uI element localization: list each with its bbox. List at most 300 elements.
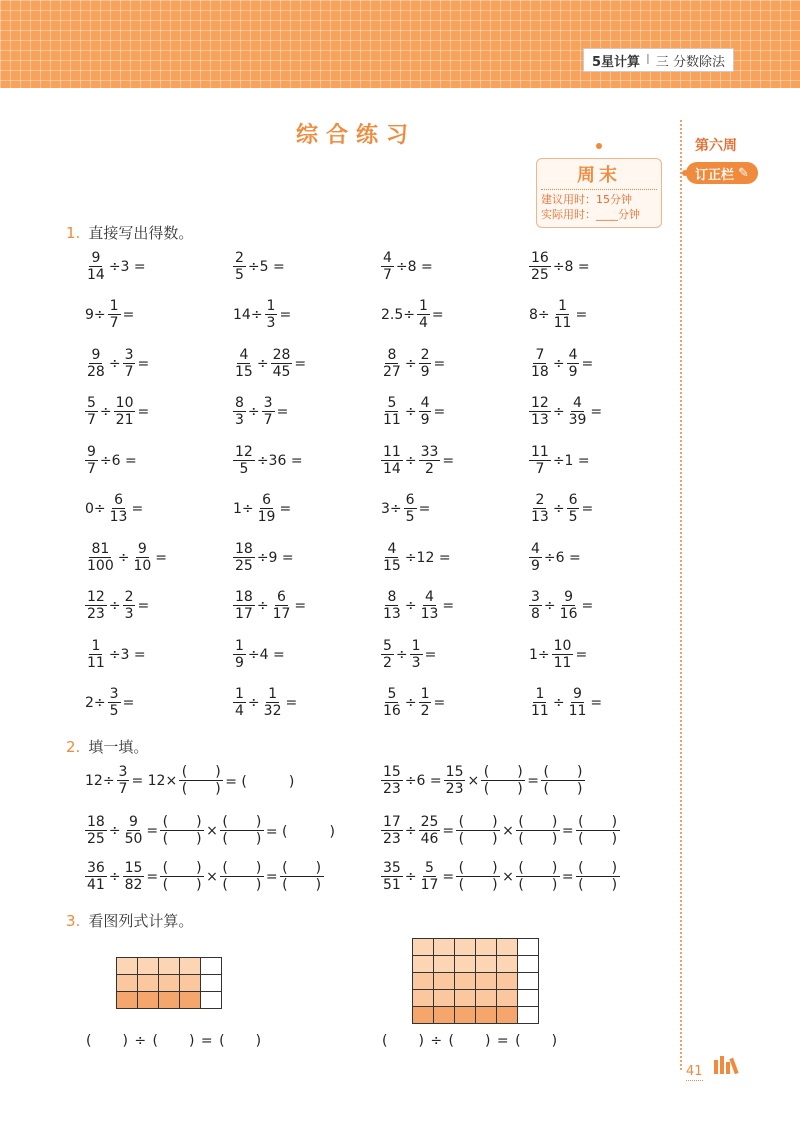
- numerator: 8: [387, 589, 397, 605]
- fraction: [529, 395, 551, 428]
- blank-numerator[interactable]: ( ): [179, 764, 223, 781]
- operator-text: =: [285, 694, 298, 711]
- blank-numerator[interactable]: ( ): [456, 860, 500, 877]
- operator-text: ×: [467, 772, 480, 789]
- denominator: 25: [87, 831, 105, 847]
- operator-text: ÷: [256, 355, 269, 372]
- denominator: 50: [124, 831, 143, 847]
- operator-text: ÷: [99, 403, 112, 420]
- brand-label: 5星计算: [591, 54, 641, 70]
- section-label: 三 分数除法: [655, 54, 725, 70]
- denominator: 15: [235, 364, 253, 380]
- fraction: [381, 395, 403, 428]
- fraction: [233, 347, 255, 380]
- numerator: 8: [387, 347, 397, 363]
- problem-item: [232, 638, 286, 671]
- problem-item: [84, 250, 147, 283]
- fraction: [529, 347, 551, 380]
- fraction: [552, 638, 574, 671]
- shaded-cell: [476, 973, 497, 990]
- section-number: 3.: [66, 912, 81, 930]
- operator-text: =: [279, 306, 292, 323]
- operator-text: ÷: [108, 868, 121, 885]
- blank-denominator[interactable]: ( ): [578, 831, 618, 847]
- blank-denominator[interactable]: ( ): [222, 831, 262, 847]
- numerator: 4: [573, 395, 582, 411]
- operator-text: ÷: [404, 452, 417, 469]
- numerator: 5: [383, 638, 392, 654]
- numerator: 1: [91, 638, 101, 654]
- fraction: [233, 541, 255, 574]
- problem-item: [528, 347, 594, 380]
- numerator: 1: [235, 686, 244, 702]
- denominator: 5: [405, 509, 415, 525]
- numerator: 10: [553, 638, 572, 654]
- denominator: 41: [87, 877, 105, 893]
- blank-numerator[interactable]: ( ): [220, 814, 264, 831]
- fraction: [85, 347, 107, 380]
- shaded-cell: [455, 973, 476, 990]
- blank-numerator[interactable]: ( ): [160, 814, 204, 831]
- denominator: 27: [383, 364, 401, 380]
- numerator: 15: [383, 764, 401, 780]
- fraction: [381, 347, 403, 380]
- right-answer-line: ( ) ÷ ( ) = ( ): [382, 1033, 559, 1049]
- blank-denominator[interactable]: ( ): [518, 877, 558, 893]
- operator-text: ÷12 =: [404, 549, 451, 566]
- left-answer-line: ( ) ÷ ( ) = ( ): [86, 1033, 263, 1049]
- problem-item: [380, 541, 452, 574]
- numerator: 28: [272, 347, 291, 363]
- fill-in-item: [84, 764, 295, 797]
- numerator: 11: [531, 444, 549, 460]
- blank-fraction[interactable]: [220, 860, 264, 893]
- numerator: 6: [405, 492, 415, 508]
- numerator: 9: [573, 686, 582, 702]
- shaded-cell: [138, 992, 159, 1009]
- numerator: 11: [383, 444, 401, 460]
- empty-cell: [518, 956, 539, 973]
- pencil-icon: ✎: [738, 165, 749, 181]
- denominator: 7: [383, 267, 392, 283]
- numerator: 5: [87, 395, 96, 411]
- blank-numerator[interactable]: ( ): [576, 860, 620, 877]
- fraction: [419, 395, 432, 428]
- problem-item: [232, 541, 295, 574]
- fraction: [233, 250, 246, 283]
- operator-text: ÷: [404, 822, 417, 839]
- operator-text: ×: [502, 822, 514, 839]
- page-title: 综合练习: [296, 123, 417, 148]
- operator-text: 1÷: [233, 500, 254, 517]
- problem-item: [380, 395, 446, 428]
- shaded-cell: [476, 939, 497, 956]
- problem-item: [528, 686, 603, 719]
- numerator: 12: [235, 444, 253, 460]
- denominator: 3: [124, 606, 134, 622]
- blank-fraction[interactable]: [160, 860, 204, 893]
- denominator: 25: [235, 558, 253, 574]
- fraction: [85, 589, 107, 622]
- problem-item: [84, 395, 150, 428]
- operator-text: =: [575, 646, 588, 663]
- denominator: 4: [419, 315, 428, 331]
- operator-text: ÷: [552, 403, 565, 420]
- fraction: [529, 541, 542, 574]
- operator-text: =: [418, 500, 431, 517]
- numerator: 3: [531, 589, 540, 605]
- blank-fraction[interactable]: [280, 860, 324, 893]
- fraction: [123, 589, 136, 622]
- numerator: 18: [87, 814, 105, 830]
- blank-fraction[interactable]: [179, 764, 223, 797]
- operator-text: 2÷: [85, 694, 106, 711]
- operator-text: 2.5÷: [381, 306, 415, 323]
- blank-numerator[interactable]: ( ): [516, 860, 560, 877]
- fraction: [114, 395, 136, 428]
- denominator: 5: [239, 461, 249, 477]
- blank-denominator[interactable]: ( ): [458, 877, 498, 893]
- denominator: 82: [124, 877, 143, 893]
- operator-text: ÷: [552, 500, 565, 517]
- problem-item: [528, 298, 588, 331]
- fraction: [567, 492, 580, 525]
- operator-text: =: [527, 772, 539, 789]
- operator-text: ÷: [108, 597, 121, 614]
- books-icon: [714, 1056, 736, 1074]
- denominator: 17: [235, 606, 253, 622]
- blank-fraction[interactable]: [456, 814, 500, 847]
- shaded-cell: [117, 975, 138, 992]
- header-band: [0, 0, 800, 88]
- numerator: 33: [420, 444, 439, 460]
- operator-text: =: [279, 500, 292, 517]
- fraction: [85, 444, 98, 477]
- operator-text: = ( ): [225, 773, 295, 790]
- denominator: 7: [109, 315, 119, 331]
- shaded-cell: [434, 939, 455, 956]
- blank-denominator[interactable]: ( ): [162, 831, 202, 847]
- operator-text: =: [433, 403, 446, 420]
- blank-numerator[interactable]: ( ): [481, 764, 525, 781]
- shaded-cell: [497, 1007, 518, 1024]
- grid-row: [413, 956, 539, 973]
- blank-numerator[interactable]: ( ): [160, 860, 204, 877]
- numerator: 16: [531, 250, 549, 266]
- operator-text: 9÷: [85, 306, 106, 323]
- denominator: 5: [109, 703, 119, 719]
- operator-text: ÷36 =: [256, 452, 303, 469]
- numerator: 4: [239, 347, 249, 363]
- right-grid-figure: [412, 938, 539, 1024]
- blank-denominator[interactable]: ( ): [578, 877, 618, 893]
- operator-text: ÷9 =: [256, 549, 294, 566]
- section-number: 1.: [66, 224, 81, 242]
- problem-item: [84, 444, 138, 477]
- fraction: [381, 250, 394, 283]
- shaded-cell: [434, 956, 455, 973]
- denominator: 13: [109, 509, 128, 525]
- numerator: 4: [387, 541, 397, 557]
- denominator: 19: [257, 509, 276, 525]
- blank-denominator[interactable]: ( ): [543, 781, 583, 797]
- fraction: [381, 764, 403, 797]
- fraction: [381, 860, 403, 893]
- header-badge: [583, 48, 734, 72]
- operator-text: =: [424, 646, 437, 663]
- operator-text: =: [561, 868, 574, 885]
- sidebar-divider: [680, 120, 682, 1070]
- blank-denominator[interactable]: ( ): [518, 831, 558, 847]
- blank-fraction[interactable]: [220, 814, 264, 847]
- denominator: 11: [553, 655, 572, 671]
- problem-item: [380, 347, 446, 380]
- problem-item: [84, 347, 150, 380]
- denominator: 51: [383, 877, 401, 893]
- problem-item: [380, 444, 455, 477]
- blank-fraction[interactable]: [541, 764, 585, 797]
- shaded-cell: [455, 990, 476, 1007]
- fraction: [233, 686, 246, 719]
- problem-item: [232, 298, 292, 331]
- shaded-cell: [413, 973, 434, 990]
- denominator: 7: [118, 781, 128, 797]
- denominator: 14: [87, 267, 105, 283]
- operator-text: =: [146, 868, 159, 885]
- operator-text: ÷5 =: [247, 258, 285, 275]
- operator-text: =: [442, 452, 455, 469]
- numerator: 1: [419, 298, 428, 314]
- problem-item: [232, 589, 307, 622]
- fraction: [265, 298, 278, 331]
- problem-item: [528, 492, 594, 525]
- week-label: 第六周: [695, 138, 737, 154]
- blank-numerator[interactable]: ( ): [541, 764, 585, 781]
- fraction: [417, 298, 430, 331]
- denominator: 2: [425, 461, 434, 477]
- fraction: [233, 638, 246, 671]
- fraction: [262, 686, 284, 719]
- numerator: 9: [564, 589, 574, 605]
- blank-fraction[interactable]: [481, 764, 525, 797]
- empty-cell: [518, 1007, 539, 1024]
- blank-numerator[interactable]: ( ): [516, 814, 560, 831]
- fraction: [262, 395, 275, 428]
- left-grid-figure: [116, 957, 222, 1009]
- denominator: 2: [420, 703, 430, 719]
- numerator: 2: [235, 250, 244, 266]
- fraction: [444, 764, 466, 797]
- blank-fraction[interactable]: [516, 860, 560, 893]
- shaded-cell: [117, 958, 138, 975]
- fraction: [271, 589, 293, 622]
- bullet-icon: [682, 170, 688, 176]
- blank-denominator[interactable]: ( ): [162, 877, 202, 893]
- blank-denominator[interactable]: ( ): [222, 877, 262, 893]
- denominator: 3: [411, 655, 421, 671]
- pin-icon: [596, 143, 602, 149]
- empty-cell: [518, 973, 539, 990]
- problem-item: [380, 492, 431, 525]
- denominator: 32: [263, 703, 282, 719]
- numerator: 4: [531, 541, 540, 557]
- numerator: 3: [109, 686, 119, 702]
- problem-item: [380, 298, 445, 331]
- problem-item: [84, 298, 135, 331]
- numerator: 81: [91, 541, 110, 557]
- operator-text: =: [581, 597, 594, 614]
- fill-in-item: [380, 860, 621, 893]
- fraction: [381, 589, 403, 622]
- denominator: 13: [531, 509, 549, 525]
- operator-text: =: [581, 355, 594, 372]
- denominator: 7: [87, 461, 96, 477]
- denominator: 2: [383, 655, 392, 671]
- numerator: 9: [87, 444, 96, 460]
- denominator: 25: [531, 267, 549, 283]
- problem-item: [380, 686, 446, 719]
- blank-numerator[interactable]: ( ): [280, 860, 324, 877]
- operator-text: ×: [206, 868, 218, 885]
- fill-in-item: [380, 814, 621, 847]
- fraction: [410, 638, 423, 671]
- denominator: 5: [568, 509, 578, 525]
- fraction: [529, 250, 551, 283]
- denominator: 9: [531, 558, 540, 574]
- fraction: [117, 764, 130, 797]
- section-text: 直接写出得数。: [88, 224, 194, 242]
- fraction: [108, 298, 121, 331]
- blank-fraction[interactable]: [160, 814, 204, 847]
- denominator: 13: [420, 606, 439, 622]
- operator-text: ÷6 =: [99, 452, 137, 469]
- operator-text: =: [146, 822, 159, 839]
- denominator: 8: [531, 606, 540, 622]
- numerator: 8: [235, 395, 244, 411]
- operator-text: =: [294, 355, 307, 372]
- operator-text: ÷4 =: [247, 646, 285, 663]
- fraction: [567, 347, 580, 380]
- grid-row: [413, 990, 539, 1007]
- operator-text: ÷: [404, 694, 417, 711]
- shaded-cell: [413, 939, 434, 956]
- empty-cell: [518, 990, 539, 1007]
- operator-text: ÷: [404, 403, 417, 420]
- shaded-cell: [180, 975, 201, 992]
- blank-fraction[interactable]: [576, 814, 620, 847]
- blank-denominator[interactable]: ( ): [181, 781, 221, 797]
- operator-text: ÷: [404, 597, 417, 614]
- denominator: 21: [115, 412, 134, 428]
- operator-text: 0÷: [85, 500, 106, 517]
- problem-item: [528, 541, 582, 574]
- shaded-cell: [413, 1007, 434, 1024]
- operator-text: ÷: [552, 694, 565, 711]
- shaded-cell: [455, 956, 476, 973]
- problem-item: [528, 444, 591, 477]
- operator-text: =: [122, 306, 135, 323]
- denominator: 9: [420, 412, 430, 428]
- fraction: [85, 395, 98, 428]
- numerator: 4: [568, 347, 578, 363]
- denominator: 17: [272, 606, 291, 622]
- operator-text: ÷6 =: [543, 549, 581, 566]
- shaded-cell: [117, 992, 138, 1009]
- shaded-cell: [497, 990, 518, 1007]
- operator-text: ÷: [404, 868, 417, 885]
- fraction: [381, 541, 403, 574]
- shaded-cell: [497, 939, 518, 956]
- fraction: [233, 589, 255, 622]
- numerator: 15: [445, 764, 464, 780]
- blank-denominator[interactable]: ( ): [458, 831, 498, 847]
- problem-item: [84, 638, 147, 671]
- operator-text: = ( ): [265, 823, 335, 840]
- grid-row: [117, 975, 222, 992]
- correction-badge: [686, 162, 758, 184]
- operator-text: ÷6 =: [404, 772, 442, 789]
- numerator: 1: [266, 298, 276, 314]
- blank-numerator[interactable]: ( ): [576, 814, 620, 831]
- blank-numerator[interactable]: ( ): [220, 860, 264, 877]
- blank-denominator[interactable]: ( ): [483, 781, 523, 797]
- numerator: 5: [425, 860, 434, 876]
- numerator: 2: [124, 589, 134, 605]
- page-number: 41: [686, 1064, 703, 1079]
- fraction: [567, 686, 589, 719]
- fraction: [381, 814, 403, 847]
- fraction: [271, 347, 293, 380]
- shaded-cell: [159, 975, 180, 992]
- operator-text: =: [137, 355, 150, 372]
- fraction: [85, 638, 107, 671]
- shaded-cell: [434, 990, 455, 1007]
- blank-fraction[interactable]: [456, 860, 500, 893]
- denominator: 23: [87, 606, 105, 622]
- problem-item: [84, 589, 150, 622]
- problem-item: [84, 492, 144, 525]
- numerator: 18: [235, 589, 253, 605]
- numerator: 1: [420, 686, 430, 702]
- denominator: 11: [383, 412, 401, 428]
- numerator: 15: [124, 860, 143, 876]
- fraction: [552, 298, 574, 331]
- denominator: 7: [263, 412, 273, 428]
- blank-fraction[interactable]: [516, 814, 560, 847]
- fraction: [85, 860, 107, 893]
- shaded-cell: [434, 973, 455, 990]
- numerator: 1: [558, 298, 568, 314]
- blank-numerator[interactable]: ( ): [456, 814, 500, 831]
- fraction: [108, 492, 130, 525]
- fraction: [123, 860, 145, 893]
- fraction: [419, 860, 441, 893]
- fraction: [529, 589, 542, 622]
- fraction: [419, 814, 441, 847]
- blank-fraction[interactable]: [576, 860, 620, 893]
- problem-item: [84, 541, 168, 574]
- numerator: 35: [383, 860, 401, 876]
- shaded-cell: [413, 990, 434, 1007]
- numerator: 5: [387, 395, 397, 411]
- denominator: 3: [266, 315, 276, 331]
- fill-in-item: [380, 764, 586, 797]
- denominator: 18: [531, 364, 549, 380]
- blank-denominator[interactable]: ( ): [282, 877, 322, 893]
- operator-text: ÷3 =: [108, 258, 146, 275]
- operator-text: =: [131, 500, 144, 517]
- numerator: 1: [235, 638, 244, 654]
